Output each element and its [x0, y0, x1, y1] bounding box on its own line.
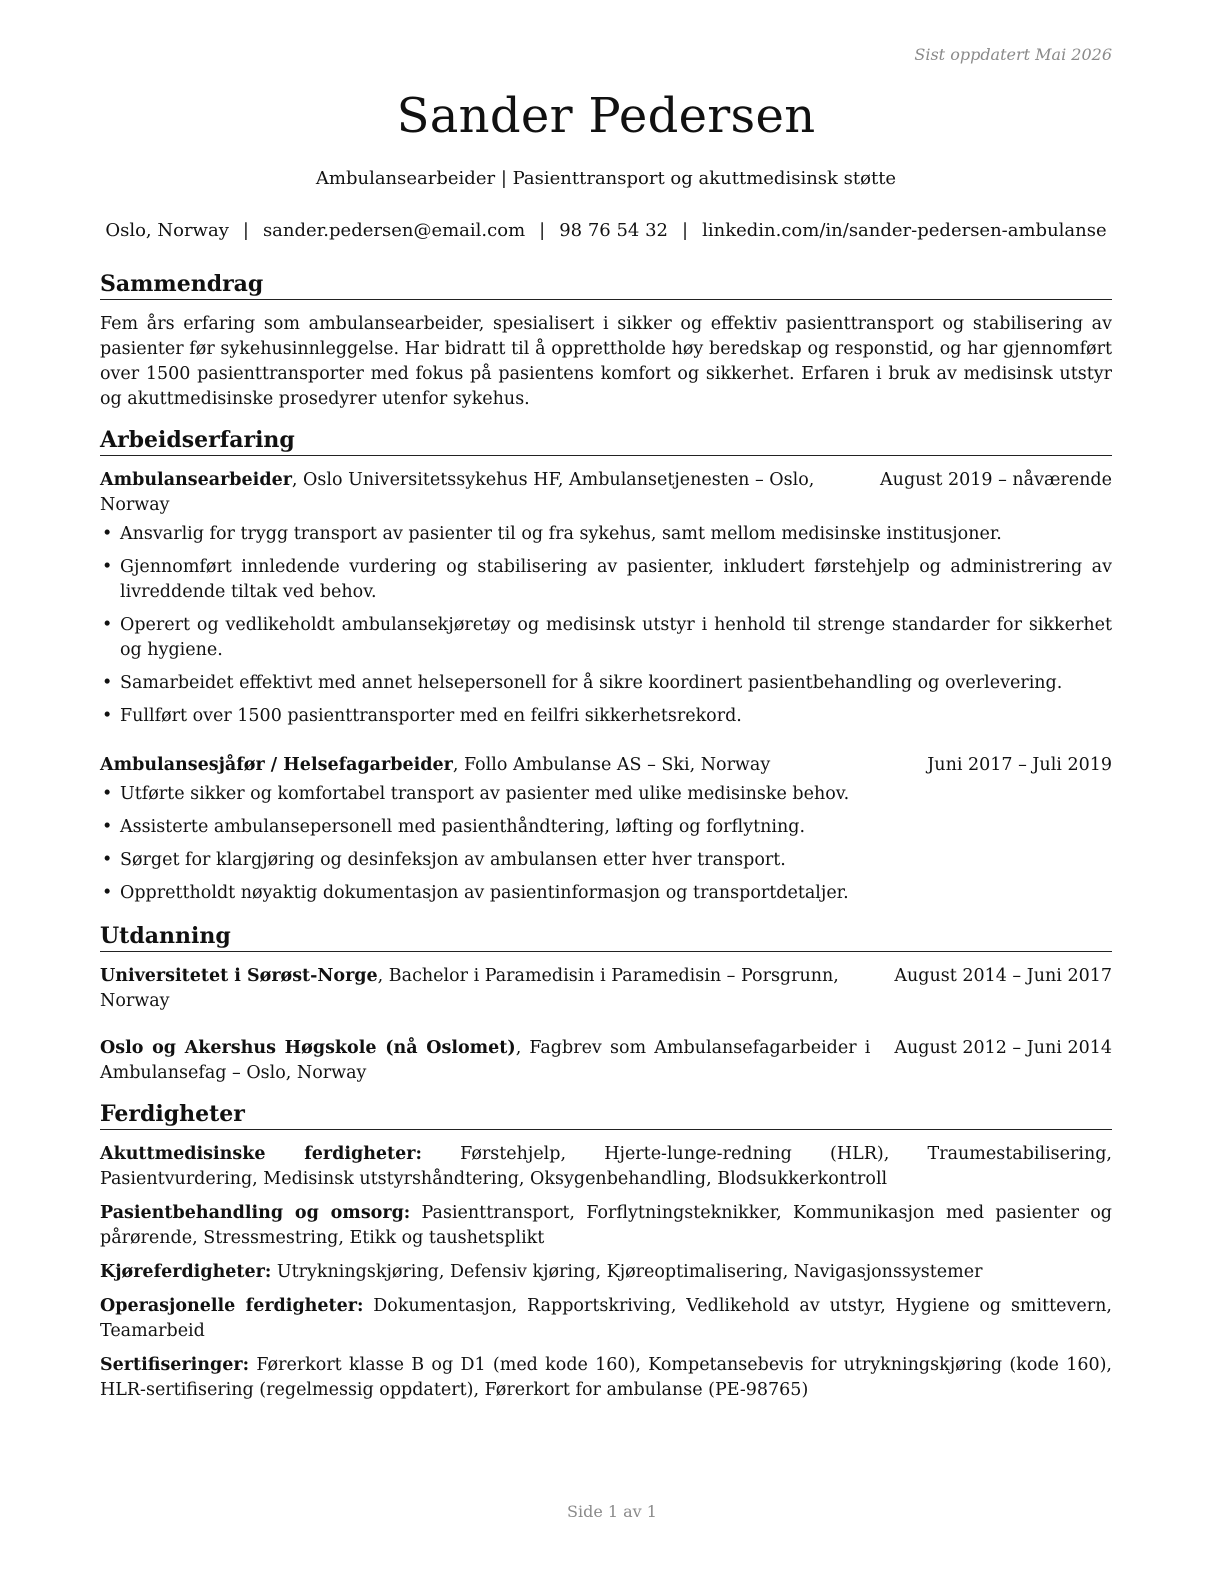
skill-text: Pasienttransport, Forflytningsteknikker, Kommunikasjon med pasienter og pårørende, Stressmestring, Etikk og taushetsplikt [100, 1203, 1113, 1248]
contact-location: Oslo, Norway [105, 220, 229, 241]
job-org: , Oslo Universitetssykehus HF, Ambulansetjenesten – Oslo, Norway [100, 470, 815, 515]
contact-separator: | [682, 220, 689, 241]
contact-separator: | [539, 220, 546, 241]
skill-row [100, 1201, 1112, 1251]
education-detail: , Bachelor i Paramedisin i Paramedisin – Porsgrunn, Norway [100, 966, 839, 1011]
skill-text: Førerkort klasse B og D1 (med kode 160), Kompetansebevis for utrykningskjøring (kode 160), HLR-sertifisering (regelmessig oppdatert), Førerkort for ambulanse (PE-98765) [100, 1355, 1112, 1400]
education-dates: August 2014 – Juni 2017 [894, 966, 1112, 986]
job-title-line [100, 753, 927, 778]
section-title-skills: Ferdigheter [100, 1100, 1112, 1130]
last-updated: Sist oppdatert Mai 2026 [914, 45, 1112, 64]
job-entry [100, 468, 1112, 729]
list-item: • Ansvarlig for trygg transport av pasienter til og fra sykehus, samt mellom medisinske institusjoner. [100, 522, 1112, 547]
job-dates: August 2019 – nåværende [880, 470, 1112, 490]
job-org: , Follo Ambulanse AS – Ski, Norway [452, 755, 771, 775]
skill-label: Operasjonelle ferdigheter: [100, 1296, 364, 1316]
education-school: Universitetet i Sørøst-Norge [100, 966, 378, 986]
headline: Ambulansearbeider | Pasienttransport og akuttmedisinsk støtte [315, 168, 897, 189]
contact-separator: | [242, 220, 249, 241]
experience-section [100, 426, 1112, 906]
skill-label: Akuttmedisinske ferdigheter: [100, 1144, 422, 1164]
job-bullets [100, 522, 1112, 729]
section-title-education: Utdanning [100, 922, 1112, 952]
contact-phone: 98 76 54 32 [559, 220, 669, 241]
education-section [100, 922, 1112, 1086]
contact-email[interactable]: sander.pedersen@email.com [262, 220, 526, 241]
list-item: • Fullført over 1500 pasienttransporter med en feilfri sikkerhetsrekord. [100, 704, 1112, 729]
job-entry [100, 753, 1112, 906]
summary-section [100, 270, 1112, 412]
skill-text: Utrykningskjøring, Defensiv kjøring, Kjøreoptimalisering, Navigasjonssystemer [271, 1262, 983, 1282]
skill-label: Kjøreferdigheter: [100, 1262, 272, 1282]
job-header [100, 753, 1112, 778]
candidate-name: Sander Pedersen [396, 88, 816, 144]
education-dates: August 2012 – Juni 2014 [894, 1038, 1112, 1058]
summary-text: Fem års erfaring som ambulansearbeider, spesialisert i sikker og effektiv pasienttransport og stabilisering av pasienter før sykehusinnleggelse. Har bidratt til å opprettholde høy beredskap og responstid, og har gjennomført over 1500 pasienttransporter med fokus på pasientens komfort og sikkerhet. Erfaren i bruk av medisinsk utstyr og akuttmedisinske prosedyrer utenfor sykehus. [100, 314, 1112, 409]
list-item: • Samarbeidet effektivt med annet helsepersonell for å sikre koordinert pasientbehandling og overlevering. [100, 671, 1112, 696]
job-role: Ambulansesjåfør / Helsefagarbeider [100, 755, 453, 775]
section-title-experience: Arbeidserfaring [100, 426, 1112, 456]
skill-label: Sertifiseringer: [100, 1355, 250, 1375]
skill-row [100, 1294, 1112, 1344]
education-detail: , Fagbrev som Ambulansefagarbeider i Ambulansefag – Oslo, Norway [100, 1038, 871, 1083]
job-header [100, 468, 1112, 518]
skill-row [100, 1142, 1112, 1192]
list-item: • Operert og vedlikeholdt ambulansekjøretøy og medisinsk utstyr i henhold til strenge standarder for sikkerhet og hygiene. [100, 613, 1112, 663]
resume-body [100, 270, 1112, 1412]
contact-linkedin[interactable]: linkedin.com/in/sander-pedersen-ambulanse [702, 220, 1107, 241]
list-item: • Opprettholdt nøyaktig dokumentasjon av pasientinformasjon og transportdetaljer. [100, 881, 1112, 906]
list-item: • Utførte sikker og komfortabel transport av pasienter med ulike medisinske behov. [100, 782, 1112, 807]
skill-label: Pasientbehandling og omsorg: [100, 1203, 411, 1223]
list-item: • Sørget for klargjøring og desinfeksjon av ambulansen etter hver transport. [100, 848, 1112, 873]
education-school: Oslo og Akershus Høgskole (nå Oslomet) [100, 1038, 516, 1058]
section-title-summary: Sammendrag [100, 270, 1112, 300]
page-number: Side 1 av 1 [567, 1502, 657, 1521]
job-role: Ambulansearbeider [100, 470, 292, 490]
list-item: • Gjennomført innledende vurdering og stabilisering av pasienter, inkludert førstehjelp og administrering av livreddende tiltak ved behov. [100, 555, 1112, 605]
education-entry [100, 964, 1112, 1014]
list-item: • Assisterte ambulansepersonell med pasienthåndtering, løfting og forflytning. [100, 815, 1112, 840]
job-title-line [100, 468, 880, 518]
skill-text: Dokumentasjon, Rapportskriving, Vedlikehold av utstyr, Hygiene og smittevern, Teamarbeid [100, 1296, 1112, 1341]
skill-text: Førstehjelp, Hjerte-lunge-redning (HLR), Traumestabilisering, Pasientvurdering, Medisinsk utstyrshåndtering, Oksygenbehandling, Blodsukkerkontroll [100, 1144, 1112, 1189]
skill-row [100, 1353, 1112, 1403]
skill-row [100, 1260, 1112, 1285]
skills-section [100, 1100, 1112, 1403]
education-entry [100, 1036, 1112, 1086]
job-dates: Juni 2017 – Juli 2019 [927, 755, 1112, 775]
education-title-line [100, 1036, 894, 1086]
education-title-line [100, 964, 894, 1014]
job-bullets [100, 782, 1112, 906]
contact-line [100, 220, 1112, 241]
